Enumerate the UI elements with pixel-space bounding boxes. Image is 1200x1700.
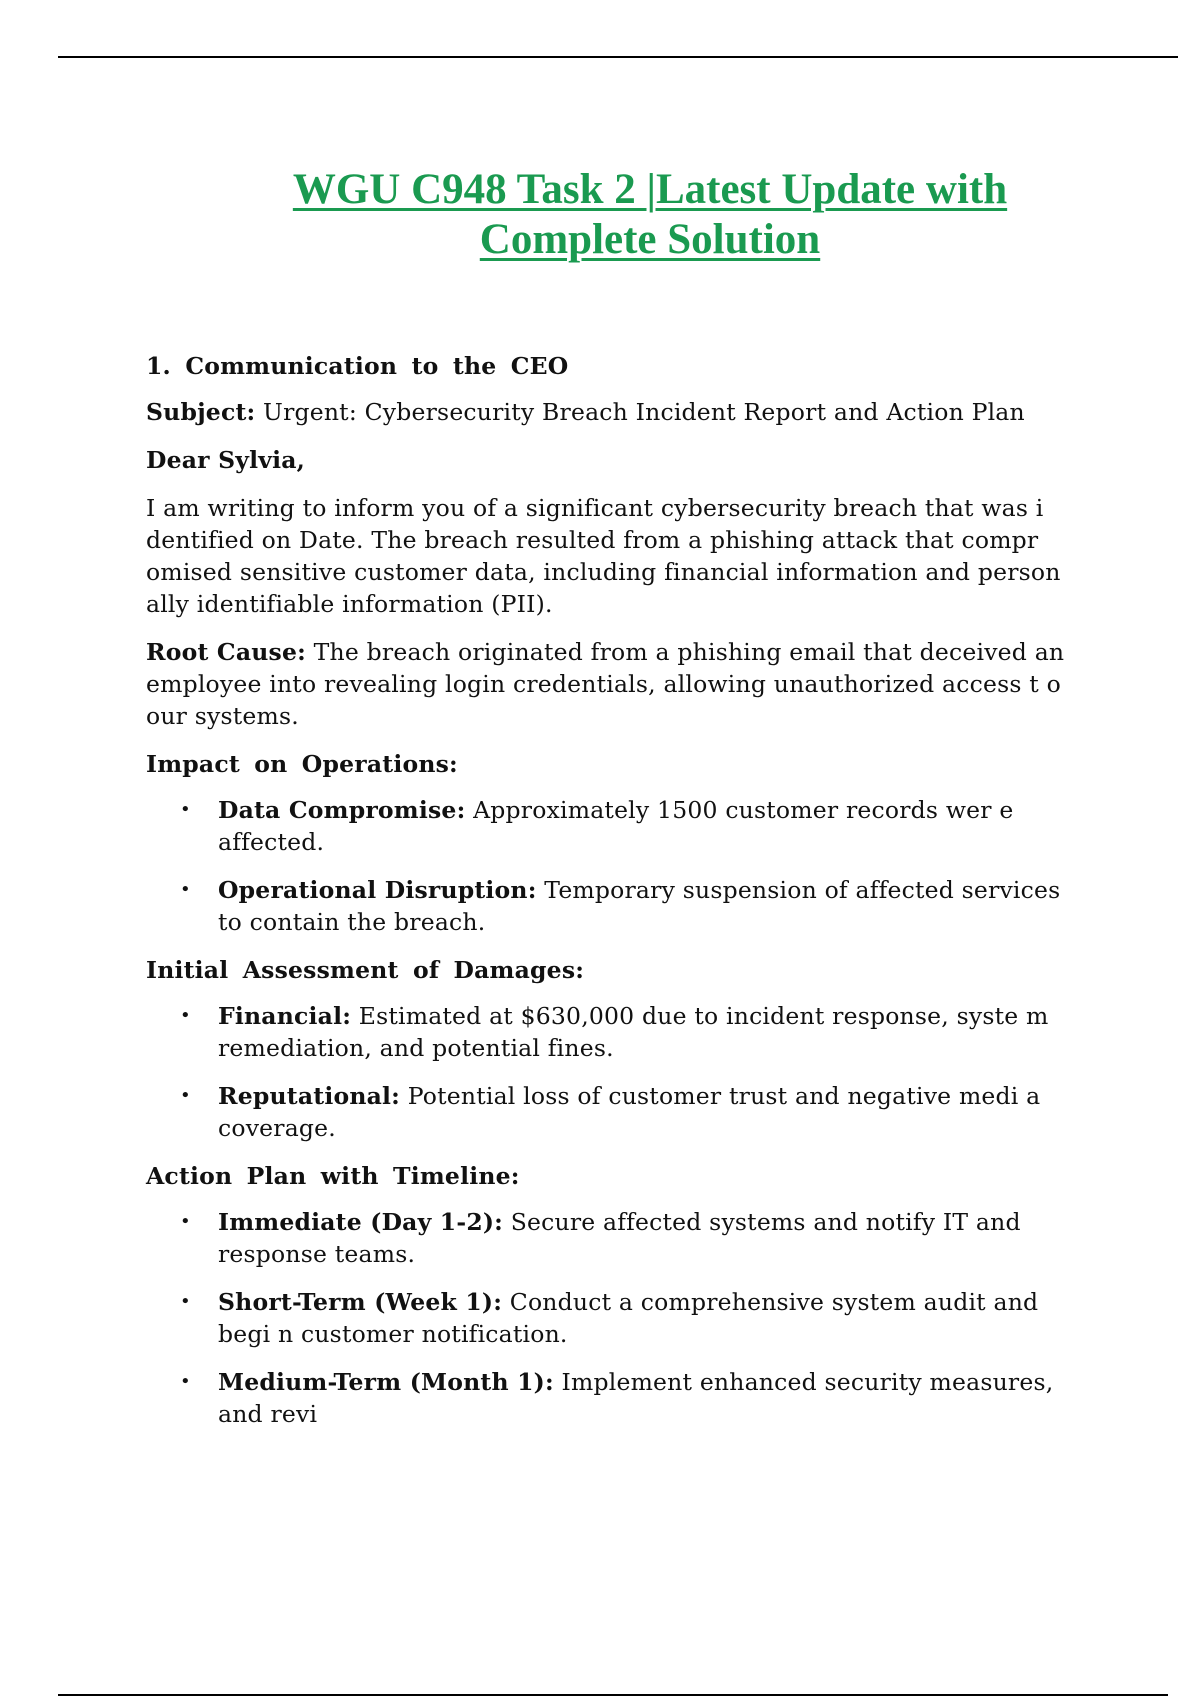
bullet-icon: • (180, 1371, 191, 1392)
subject-text: Urgent: Cybersecurity Breach Incident Report and Action Plan (255, 398, 1025, 426)
list-item (146, 794, 1091, 858)
intro-paragraph: I am writing to inform you of a significant cybersecurity breach that was i dentified on Date. The breach resulted from a phishing attack that compr omised sensitive customer data, including financial information and person ally identifiable information (PII). (146, 494, 1061, 618)
item-text: Approximately 1500 customer records wer e affected. (218, 796, 1014, 856)
action-plan-list (146, 1206, 1091, 1430)
bullet-icon: • (180, 1211, 191, 1232)
list-item (146, 1206, 1091, 1270)
bullet-icon: • (180, 879, 191, 900)
list-item (146, 1080, 1091, 1144)
item-text: Estimated at $630,000 due to incident response, syste m remediation, and potential fines. (218, 1002, 1049, 1062)
item-text: Secure affected systems and notify IT and response teams. (218, 1208, 1021, 1268)
item-label: Data Compromise: (218, 796, 466, 824)
subject-label: Subject: (146, 398, 256, 426)
document-body (146, 350, 1091, 1446)
item-text: Potential loss of customer trust and negative medi a coverage. (218, 1082, 1041, 1142)
item-label: Operational Disruption: (218, 876, 537, 904)
item-label: Short-Term (Week 1): (218, 1288, 503, 1316)
list-item (146, 1000, 1091, 1064)
bottom-rule (58, 1694, 1168, 1696)
damages-heading: Initial Assessment of Damages: (146, 956, 585, 984)
list-item (146, 1286, 1091, 1350)
item-label: Financial: (218, 1002, 352, 1030)
title-line-2: Complete Solution (479, 216, 821, 263)
bullet-icon: • (180, 1291, 191, 1312)
subject-line (146, 396, 1091, 428)
damages-list (146, 1000, 1091, 1144)
greeting: Dear Sylvia, (146, 446, 306, 474)
bullet-icon: • (180, 1085, 191, 1106)
action-plan-heading: Action Plan with Timeline: (146, 1162, 520, 1190)
root-cause-paragraph (146, 636, 1091, 732)
impact-list (146, 794, 1091, 938)
bullet-icon: • (180, 1005, 191, 1026)
section-heading: 1. Communication to the CEO (146, 352, 569, 380)
item-text: Implement enhanced security measures, and revi (218, 1368, 1054, 1428)
list-item (146, 1366, 1091, 1430)
item-label: Reputational: (218, 1082, 401, 1110)
item-text: Temporary suspension of affected services to contain the breach. (218, 876, 1061, 936)
bullet-icon: • (180, 799, 191, 820)
title-line-1: WGU C948 Task 2 |Latest Update with (292, 166, 1008, 213)
impact-heading: Impact on Operations: (146, 750, 458, 778)
root-cause-text: The breach originated from a phishing email that deceived an employee into revealing login credentials, allowing unauthorized access t o our systems. (146, 638, 1065, 730)
item-text: Conduct a comprehensive system audit and begi n customer notification. (218, 1288, 1039, 1348)
item-label: Medium-Term (Month 1): (218, 1368, 554, 1396)
top-rule (58, 56, 1178, 58)
document-title (200, 165, 1100, 265)
item-label: Immediate (Day 1-2): (218, 1208, 504, 1236)
root-cause-label: Root Cause: (146, 638, 306, 666)
list-item (146, 874, 1091, 938)
